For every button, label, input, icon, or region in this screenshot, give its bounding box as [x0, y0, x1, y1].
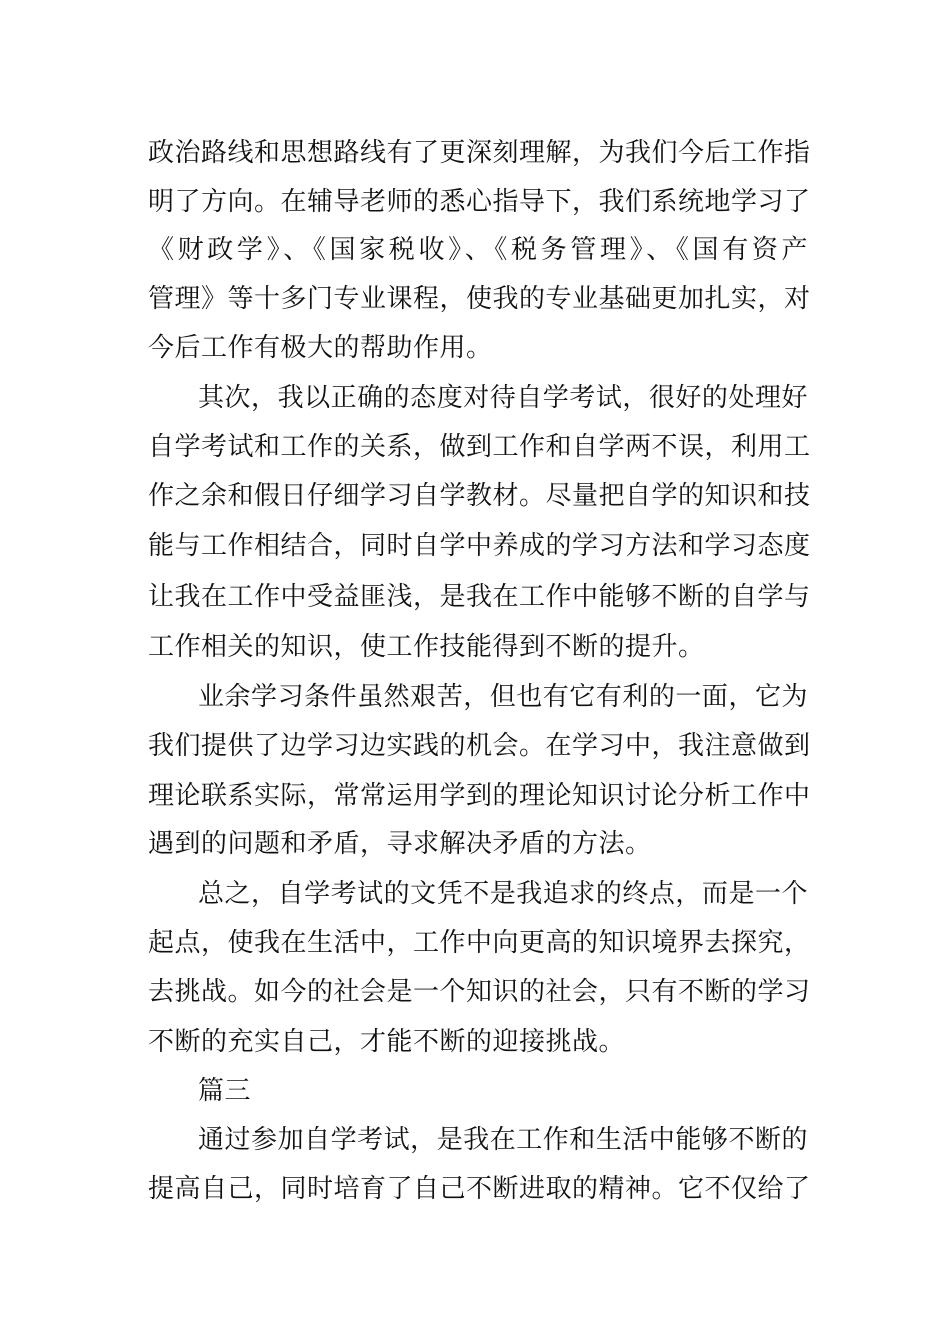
- text-line: 明了方向。在辅导老师的悉心指导下，我们系统地学习了: [148, 187, 811, 217]
- text-line: 工作相关的知识，使工作技能得到不断的提升。: [148, 632, 705, 662]
- text-line: 遇到的问题和矛盾，寻求解决矛盾的方法。: [148, 829, 652, 859]
- text-line: 自学考试和工作的关系，做到工作和自学两不误，利用工: [148, 432, 811, 462]
- text-line: 作之余和假日仔细学习自学教材。尽量把自学的知识和技: [148, 481, 811, 511]
- paragraph-first-line: 通过参加自学考试，是我在工作和生活中能够不断的: [198, 1125, 808, 1155]
- text-line: 起点，使我在生活中，工作中向更高的知识境界去探究，: [148, 928, 811, 958]
- paragraph-first-line: 总之，自学考试的文凭不是我追求的终点，而是一个: [198, 879, 808, 909]
- text-line: 我们提供了边学习边实践的机会。在学习中，我注意做到: [148, 731, 811, 761]
- text-line: 能与工作相结合，同时自学中养成的学习方法和学习态度: [148, 531, 811, 561]
- section-heading: 篇三: [198, 1076, 252, 1106]
- paragraph-first-line: 其次，我以正确的态度对待自学考试，很好的处理好: [198, 383, 808, 413]
- paragraph-first-line: 业余学习条件虽然艰苦，但也有它有利的一面，它为: [198, 682, 808, 712]
- text-line: 理论联系实际，常常运用学到的理论知识讨论分析工作中: [148, 781, 811, 811]
- text-line: 今后工作有极大的帮助作用。: [148, 333, 493, 363]
- text-line: 去挑战。如今的社会是一个知识的社会，只有不断的学习: [148, 977, 811, 1007]
- text-line: 管理》等十多门专业课程，使我的专业基础更加扎实，对: [148, 284, 811, 314]
- text-line: 提高自己，同时培育了自己不断进取的精神。它不仅给了: [148, 1174, 811, 1204]
- text-line: 不断的充实自己，才能不断的迎接挑战。: [148, 1027, 626, 1057]
- text-line: 政治路线和思想路线有了更深刻理解，为我们今后工作指: [148, 138, 811, 168]
- text-line: 《财政学》、《国家税收》、《税务管理》、《国有资产: [148, 235, 808, 265]
- text-line: 让我在工作中受益匪浅，是我在工作中能够不断的自学与: [148, 582, 811, 612]
